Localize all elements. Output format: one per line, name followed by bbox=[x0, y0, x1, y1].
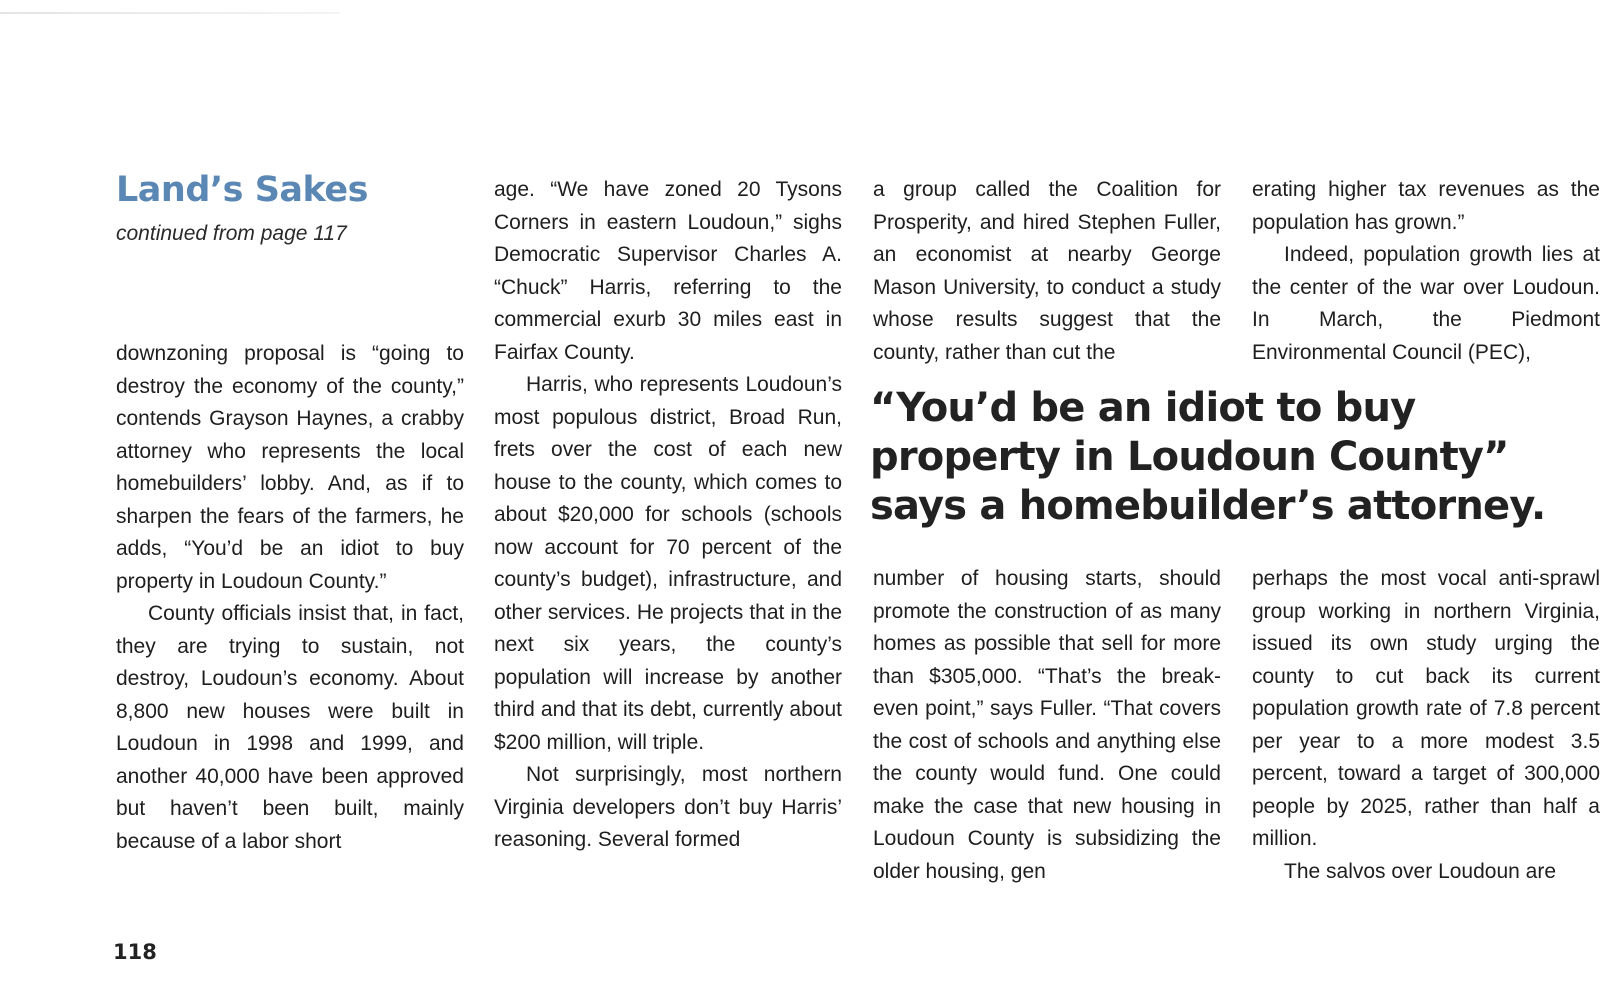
page-number: 118 bbox=[113, 940, 157, 964]
paragraph: downzoning proposal is “going to destroy the economy of the county,” contends Grayson Haynes, a crabby attorney who represents the local homebuilders’ lobby. And, as if to sharpen the fears of the farmers, he adds, “You’d be an idiot to buy property in Loudoun County.” bbox=[116, 342, 464, 593]
paragraph: Harris, who represents Loudoun’s most populous district, Broad Run, frets over the cost of each new house to the county, which comes to about $20,000 for schools (schools now account for 70 percent of the county’s budget), infrastructure, and other services. He projects that in the next six years, the county’s population will increase by another third and that its debt, currently about $200 million, will triple. bbox=[494, 373, 842, 754]
column-3-top bbox=[873, 174, 1221, 369]
pull-quote: “You’d be an idiot to buy property in Loudoun County” says a homebuilder’s attorney. bbox=[870, 385, 1546, 529]
paragraph: a group called the Coalition for Prosperity, and hired Stephen Fuller, an economist at nearby George Mason University, to conduct a study whose results suggest that the county, rather than cut the bbox=[873, 178, 1221, 364]
continued-note: continued from page 117 bbox=[116, 222, 347, 245]
column-1 bbox=[116, 338, 464, 858]
column-4-top bbox=[1252, 174, 1600, 369]
paragraph: Not surprisingly, most northern Virginia developers don’t buy Harris’ reasoning. Several formed bbox=[494, 763, 842, 851]
column-3-bottom bbox=[873, 563, 1221, 888]
article-title: Land’s Sakes bbox=[116, 170, 368, 210]
column-2 bbox=[494, 174, 842, 857]
paragraph: County officials insist that, in fact, they are trying to sustain, not destroy, Loudoun’s economy. About 8,800 new houses were built in Loudoun in 1998 and 1999, and another 40,000 have been approved but haven’t been built, mainly because of a labor short bbox=[116, 602, 464, 853]
paragraph: The salvos over Loudoun are bbox=[1284, 859, 1557, 883]
top-rule bbox=[0, 12, 340, 14]
paragraph: erating higher tax revenues as the population has grown.” bbox=[1252, 178, 1600, 234]
paragraph: number of housing starts, should promote the construction of as many homes as possible that sell for more than $305,000. “That’s the break-even point,” says Fuller. “That covers the cost of schools and anything else the county would fund. One could make the case that new housing in Loudoun County is subsidizing the older housing, gen bbox=[873, 567, 1221, 883]
column-4-bottom bbox=[1252, 563, 1600, 888]
paragraph: age. “We have zoned 20 Tysons Corners in eastern Loudoun,” sighs Democratic Supervisor Charles A. “Chuck” Harris, referring to the commercial exurb 30 miles east in Fairfax County. bbox=[494, 178, 842, 364]
article-header bbox=[116, 168, 466, 248]
paragraph: perhaps the most vocal anti-sprawl group working in northern Virginia, issued its own study urging the county to cut back its current population growth rate of 7.8 percent per year to a more modest 3.5 percent, toward a target of 300,000 people by 2025, rather than half a million. bbox=[1252, 567, 1600, 850]
paragraph: Indeed, population growth lies at the center of the war over Loudoun. In March, the Piedmont Environmental Council (PEC), bbox=[1252, 243, 1600, 364]
